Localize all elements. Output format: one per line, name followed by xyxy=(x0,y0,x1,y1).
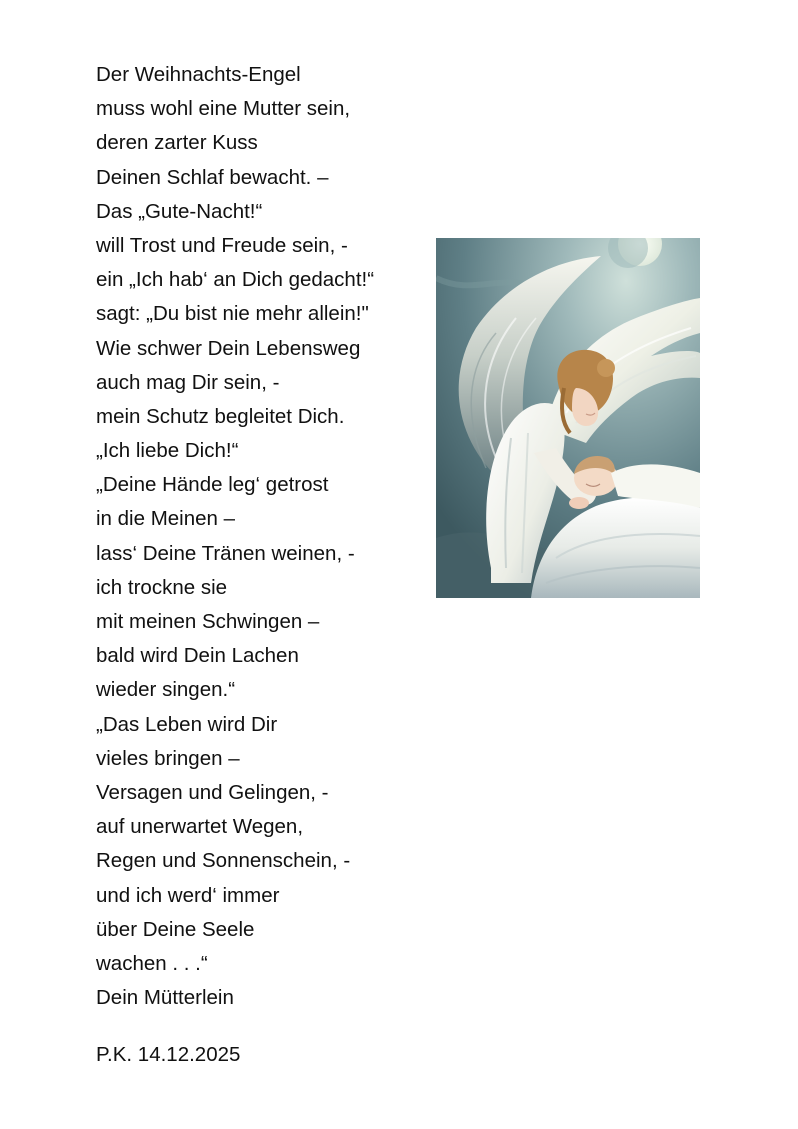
poem-line: mit meinen Schwingen – xyxy=(96,610,320,633)
poem-line: „Ich liebe Dich!“ xyxy=(96,439,239,463)
poem-line: Deinen Schlaf bewacht. – xyxy=(96,165,329,189)
poem-line: will Trost und Freude sein, - xyxy=(96,233,348,257)
poem-line: „Deine Hände leg‘ getrost xyxy=(96,473,329,497)
poem-line: „Das Leben wird Dir xyxy=(96,712,278,736)
poem-line: und ich werd‘ immer xyxy=(96,883,280,907)
angel-with-sleeping-child-painting-icon xyxy=(436,238,700,598)
poem-line: mein Schutz begleitet Dich. xyxy=(96,404,345,428)
poem-line: lass‘ Deine Tränen weinen, - xyxy=(96,541,355,565)
poem-line: über Deine Seele xyxy=(96,917,255,941)
poem-line: deren zarter Kuss xyxy=(96,131,258,155)
angel-illustration xyxy=(436,238,700,598)
poem-line: vieles bringen – xyxy=(96,746,240,770)
poem-line: Dein Mütterlein xyxy=(96,986,234,1010)
poem-line: ein „Ich hab‘ an Dich gedacht!“ xyxy=(96,268,375,292)
poem-line: auch mag Dir sein, - xyxy=(96,370,280,394)
author-date-line: P.K. 14.12.2025 xyxy=(96,1043,241,1066)
poem-line: Das „Gute-Nacht!“ xyxy=(96,199,263,223)
poem-text xyxy=(96,58,416,1015)
poem-line: ich trockne sie xyxy=(96,575,228,599)
poem-line: bald wird Dein Lachen xyxy=(96,644,299,668)
poem-line: sagt: „Du bist nie mehr allein!" xyxy=(96,302,369,326)
poem-line: Wie schwer Dein Lebensweg xyxy=(96,336,361,360)
poem-line: Regen und Sonnenschein, - xyxy=(96,849,351,873)
poem-line: auf unerwartet Wegen, xyxy=(96,815,304,839)
poem-line: Versagen und Gelingen, - xyxy=(96,780,329,804)
poem-line: wachen . . .“ xyxy=(96,951,208,975)
poem-line: in die Meinen – xyxy=(96,507,236,531)
poem-line: Der Weihnachts-Engel xyxy=(96,63,301,86)
poem-line: muss wohl eine Mutter sein, xyxy=(96,97,351,121)
poem-line: wieder singen.“ xyxy=(96,678,236,702)
